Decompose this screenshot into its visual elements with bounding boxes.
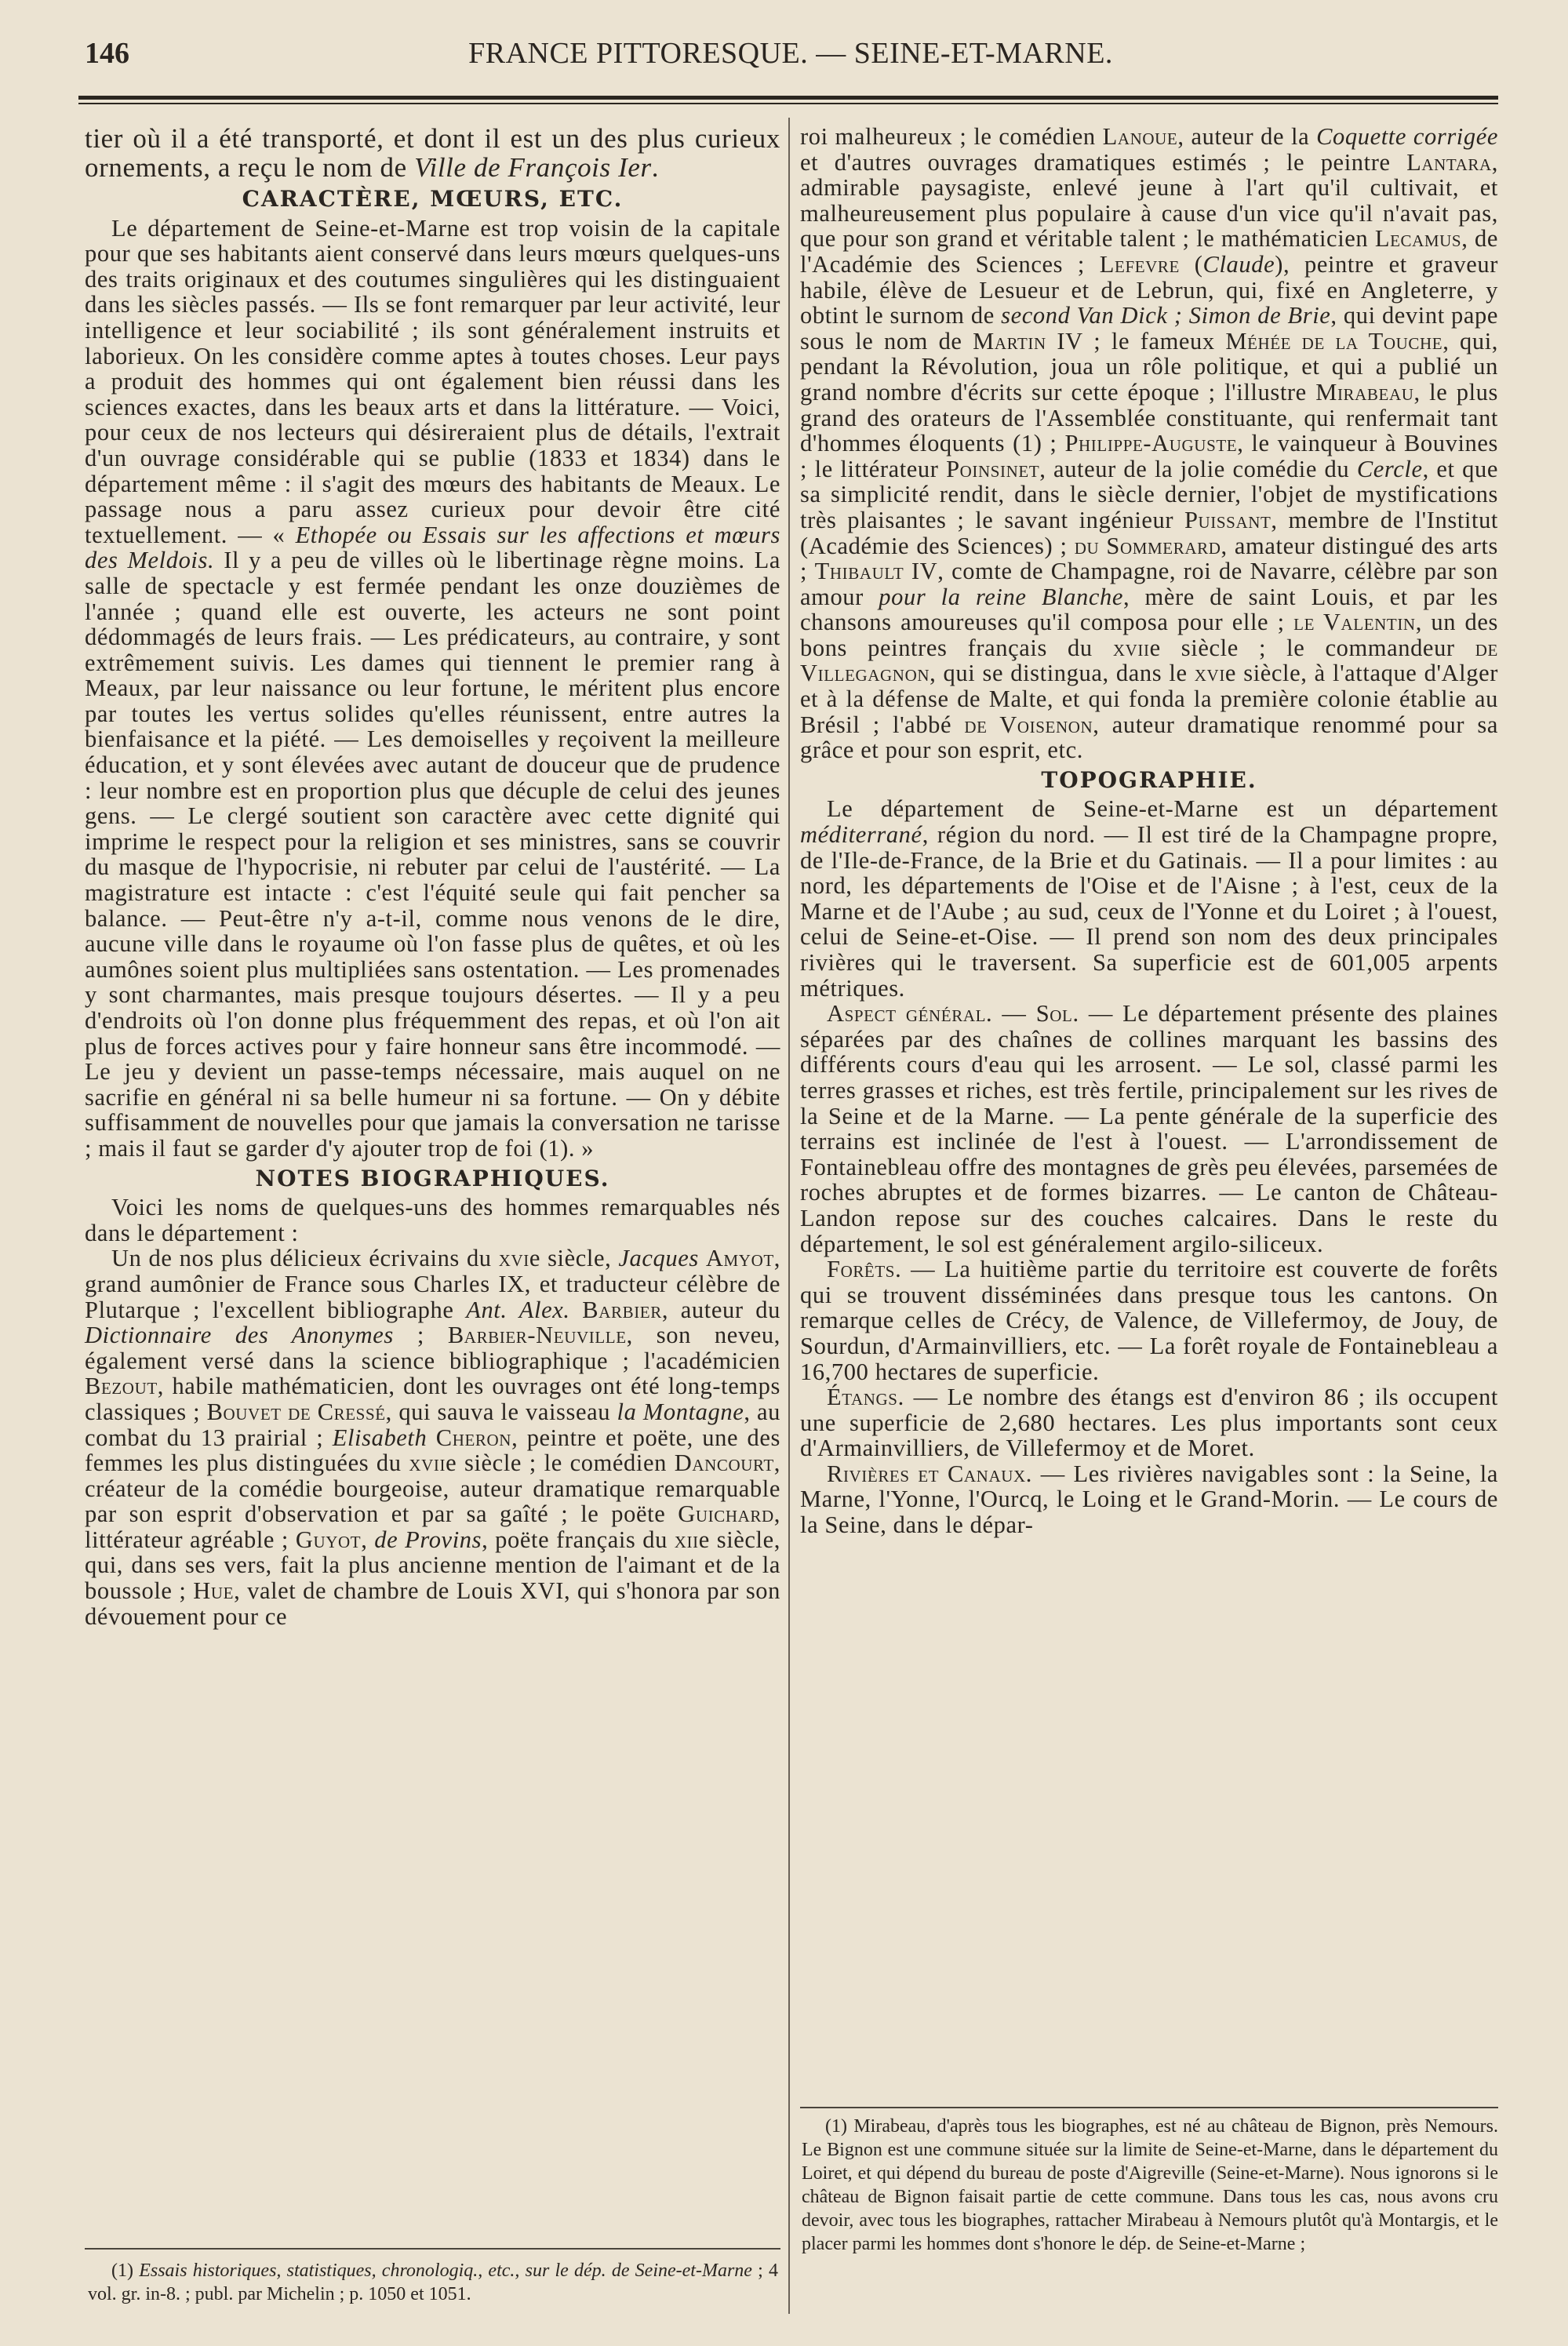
text-run: , membre de l'Institut (Académie des Sciences) ; [800,506,1498,559]
small-caps-text: Mirabeau [1315,378,1414,406]
italic-text: Claude [1202,250,1275,278]
text-run: , qui, pendant la Révolution, joua un rôle politique, et qui a publié un grand nombre d'écrits sur cette époque ; l'illustre [800,327,1499,406]
text-run: . — Le département présente des plaines séparées par des chaînes de collines marquant les bassins des différents cours d'eau qui les arrosent. — Le sol, classé parmi les terres grasses et riches, est très fertile, principalement sur les rives de la Seine et de la Marne. — La pente générale de la superficie des terrains est inclinée de l'est à l'ouest. — L'arrondissement de Fontainebleau offre des montagnes de grès peu élevées, parsemées de roches abruptes et de formes bizarres. — Le canton de Château-Landon repose sur des couches calcaires. Dans le reste du département, le sol est généralement argilo-siliceux. [800,1000,1498,1257]
italic-text: Jacques [618,1245,706,1272]
text-run: , auteur du [661,1296,780,1323]
text-run: Il y a peu de villes où le libertinage règne moins. La salle de spectacle y est fermée pendant les onze douzièmes de l'année ; quand elle est ouverte, les acteurs ne sont point dédommagés de leurs frais. — Les prédicateurs, au contraire, y sont extrêmement suivis. Les dames qui tiennent le premier rang à Meaux, par leur naissance ou leur fortune, le méritent plus encore par toutes les vertus solides qu'elles réunissent, entre autres la bienfaisance et la piété. — Les demoiselles y reçoivent la meilleure éducation, et y sont élevées avec autant de douceur que de prudence : leur nombre est en proportion plus que décuple de celui des jeunes gens. — Le clergé soutient son caractère avec cette dignité qui imprime le respect pour la religion et ses ministres, sans se couvrir du masque de l'hypocrisie, ni rebuter par celui de l'austérité. — La magistrature est intacte : c'est l'équité seule qui fait pencher sa balance. — Peut-être n'y a-t-il, comme nous venons de le dire, aucune ville dans le royaume où l'on fasse plus de quêtes, et où les aumônes soient plus multipliées sans ostentation. — Les promenades y sont charmantes, mais presque toujours désertes. — Il y a peu d'endroits où l'on donne plus fréquemment des repas, et où l'on ait plus de forces actives pour y faire honneur sans être incommodé. — Le jeu y devient un passe-temps nécessaire, mais auquel on ne sacrifie en général ni sa belle humeur ni sa fortune. — On y débite suffisamment de nouvelles pour que jamais la conversation ne tarisse ; mais il faut se garder d'y ajouter trop de foi (1). » [85,547,780,1162]
small-caps-text: Lantara [1406,148,1492,176]
italic-text: pour la reine Blanche [879,583,1123,610]
text-run: , amateur distingué des arts ; [800,532,1498,585]
text-run: , auteur de la jolie comédie du [1039,455,1357,482]
small-caps-text: Thibault IV [814,558,938,585]
small-caps-text: de Villegagnon [800,634,1498,687]
small-caps-text: Aspect général [827,1000,987,1028]
italic-text: Dictionnaire des Anonymes [85,1322,394,1349]
paragraph [85,1195,780,1246]
italic-text: Ant. Alex. [466,1296,583,1323]
small-caps-text: Lecamus [1374,225,1462,253]
small-caps-text: xvi [498,1245,529,1272]
text-run: , qui devint pape sous le nom de [800,302,1499,355]
text-run: , région du nord. — Il est tiré de la Champagne propre, de l'Ile-de-France, de la Brie et du Gatinais. — Il a pour limites : au nord, les départements de l'Oise et de l'Aisne ; à l'est, ceux de la Marne et de l'Aube ; au sud, ceux de l'Yonne et du Loiret ; à l'ouest, celui de Seine-et-Oise. — Il prend son nom des deux principales rivières qui le traversent. Sa superficie est de 601,005 arpents métriques. [800,821,1498,1002]
text-run: . [651,152,660,183]
text-run: ; 4 vol. gr. in-8. ; publ. par Michelin ; p. 1050 et 1051. [88,2261,779,2304]
text-run: Un de nos plus délicieux écrivains du [111,1245,499,1272]
text-run: , le plus grand des orateurs de l'Assemblée constituante, qui renfermait tant d'hommes éloquents (1) ; [800,378,1498,457]
text-run: , le vainqueur à Bouvines ; le littérateur [800,430,1499,482]
italic-text: la Montagne [617,1398,744,1425]
text-run: (1) [111,2261,140,2281]
text-run: , auteur de la [1177,123,1317,150]
small-caps-text: Cheron [435,1424,512,1451]
italic-text: Coquette corrigée [1316,123,1499,150]
column-divider [788,118,790,2314]
header-rule [78,96,1498,100]
text-run: , créateur de la comédie bourgeoise, auteur dramatique remarquable par son esprit d'observation et par sa gaîté ; le poëte [85,1449,781,1528]
text-run: , habile mathématicien, dont les ouvrages ont été long-temps classiques ; [85,1373,780,1425]
text-run: , grand aumônier de France sous Charles IX, et traducteur célèbre de Plutarque ; l'excellent bibliographe [85,1245,780,1323]
text-run: , qui se distingua, dans le [930,660,1195,687]
section-heading [800,768,1498,794]
small-caps-text: Guyot [295,1526,362,1553]
text-run: ; [393,1322,448,1349]
small-caps-text: Bouvet de Cressé [206,1398,386,1425]
small-caps-text: Philippe-Auguste [1064,430,1238,457]
text-run: , mère de saint Louis, et par les chansons amoureuses qu'il composa pour elle ; [800,583,1498,636]
text-run: . — Les rivières navigables sont : la Seine, la Marne, l'Yonne, l'Ourcq, le Loing et le Grand-Morin. — Le cours de la Seine, dans le dépar- [800,1460,1498,1539]
small-caps-text: Barbier-Neuville [447,1322,627,1349]
small-caps-text: Dancourt [674,1449,774,1477]
text-run: Le département de Seine-et-Marne est trop voisin de la capitale pour que ses habitants aient conservé dans leurs mœurs quelques-uns des traits originaux et des coutumes singulières qui les distinguaient dans les siècles passés. — Ils se font remarquer par leur activité, leur intelligence et leur sociabilité ; ils sont généralement instruits et laborieux. On les considère comme aptes à toutes choses. Leur pays a produit des hommes qui ont également bien réussi dans les sciences exactes, dans les beaux arts et dans la littérature. — Voici, pour ceux de nos lecteurs qui désireraient plus de détails, l'extrait d'un ouvrage considérable qui se publie (1833 et 1834) dans le département même : il s'agit des mœurs des habitants de Meaux. Le passage nous a paru assez curieux pour devoir être cité textuellement. — « [85,214,780,548]
paragraph [800,124,1498,763]
text-run: . — Le nombre des étangs est d'environ 86 ; ils occupent une superficie de 2,680 hectares. Les plus importants sont ceux d'Armainvilliers, de Villefermoy et de Moret. [800,1384,1498,1462]
text-run: e siècle, [529,1245,619,1272]
text-run: ( [1179,250,1203,278]
paragraph [85,216,780,1162]
small-caps-text: Barbier [582,1296,662,1323]
small-caps-text: Sol [1035,1000,1073,1028]
text-run: , un des bons peintres français du [800,609,1498,661]
italic-text: de Provins [374,1526,482,1553]
text-run: NOTES BIOGRAPHIQUES. [255,1165,610,1191]
small-caps-text: du Sommerard [1074,532,1221,559]
paragraph [800,1384,1498,1461]
footnote-rule-right [800,2107,1498,2108]
small-caps-text: Bezout [85,1373,158,1400]
footnote-text [88,2259,778,2306]
footnote-rule-left [85,2248,780,2250]
small-caps-text: le Valentin [1293,609,1416,636]
text-run: , au combat du 13 prairial ; [85,1398,780,1451]
text-run: ), peintre et graveur habile, élève de Lesueur et de Lebrun, qui, fixé en Angleterre, y obtint le surnom de [800,250,1498,329]
text-run: et d'autres ouvrages dramatiques estimés ; le peintre [800,148,1407,176]
small-caps-text: Amyot [705,1245,774,1272]
text-run: Voici les noms de quelques-uns des hommes remarquables nés dans le département : [85,1194,780,1246]
small-caps-text: Rivières et Canaux [827,1460,1026,1487]
text-run: roi malheureux ; le comédien [800,123,1103,150]
italic-text: Ville de François Ier [414,152,652,183]
small-caps-text: de Voisenon [964,711,1093,738]
footnote-right [802,2115,1498,2256]
italic-text: Ethopée ou Essais sur les affections et mœurs des Meldois. [85,521,780,574]
text-run: , littérateur agréable ; [85,1500,780,1553]
left-column [85,124,780,1629]
small-caps-text: Méhée de la Touche [1225,327,1443,355]
page-number: 146 [85,37,129,70]
paragraph [800,796,1498,1001]
section-heading [85,187,780,213]
text-run: e siècle, qui, dans ses vers, fait la plus ancienne mention de l'aimant et de la boussole ; [85,1526,780,1605]
small-caps-text: Puissant [1184,506,1271,533]
small-caps-text: Lanoue [1102,123,1178,150]
paragraph [85,124,780,182]
paragraph [800,1001,1498,1257]
small-caps-text: xii [674,1526,699,1553]
text-run: e siècle ; le commandeur [1149,634,1475,661]
text-run: (1) Mirabeau, d'après tous les biographes, est né au château de Bignon, près Nemours. Le Bignon est une commune située sur la limite de Seine-et-Marne, dans le département du Loiret, et qui dépend du bureau de poste d'Aigreville (Seine-et-Marne). Nous ignorons si le château de Bignon faisait partie de cette commune. Dans tous les cas, nous avons cru devoir, avec tous les biographes, rattacher Mirabeau à Nemours plutôt qu'à Montargis, et le placer parmi les hommes dont s'honore le dép. de Seine-et-Marne ; [802,2116,1498,2254]
page-header [85,31,1497,78]
text-run: . — La huitième partie du territoire est couverte de forêts qui se trouvent disséminées dans presque tous les cantons. On remarque celles de Crécy, de Valence, de Villefermoy, de Jouy, de Sourdun, d'Armainvilliers, etc. — La forêt royale de Fontainebleau a 16,700 hectares de superficie. [800,1256,1498,1385]
text-run: , et que sa simplicité rendit, dans le siècle dernier, l'objet de mystifications très plaisantes ; le savant ingénieur [800,455,1498,533]
text-run: tier où il a été transporté, et dont il est un des plus curieux ornements, a reçu le nom de [85,123,780,183]
text-run: , [361,1526,375,1553]
small-caps-text: Guichard [678,1500,774,1528]
paragraph [800,1257,1498,1384]
text-run: , peintre et poëte, une des femmes les plus distinguées du [85,1424,780,1477]
small-caps-text: Lefevre [1099,250,1180,278]
italic-text: méditerrané [800,821,922,849]
small-caps-text: Hue [193,1577,235,1605]
text-run: , auteur dramatique renommé pour sa grâce et pour son esprit, etc. [800,711,1498,764]
text-run: , admirable paysagiste, enlevé jeune à l'art qu'il cultivait, et malheureusement plus populaire à cause d'un vice qu'il n'avait pas, que pour son grand et véritable talent ; le mathématicien [800,148,1498,253]
footnote-text [802,2115,1498,2256]
italic-text: Cercle [1356,455,1423,482]
text-run: e siècle ; le comédien [446,1449,675,1477]
small-caps-text: xvi [1194,660,1225,687]
text-run: Le département de Seine-et-Marne est un département [827,795,1498,823]
text-run: , valet de chambre de Louis XVI, qui s'honora par son dévouement pour ce [85,1577,780,1630]
text-run: e siècle, à l'attaque d'Alger et à la défense de Malte, et qui fonda la première colonie établie au Brésil ; l'abbé [800,660,1499,738]
footnote-left [88,2259,778,2306]
header-rule-thin [78,103,1498,104]
running-title: FRANCE PITTORESQUE. — SEINE-ET-MARNE. [468,37,1113,70]
italic-text: Elisabeth [332,1424,436,1451]
italic-text: second Van Dick ; Simon de Brie [1001,302,1331,329]
text-run: ; le fameux [1082,327,1226,355]
right-column [800,124,1498,1538]
paragraph [85,1246,780,1629]
small-caps-text: Étangs [827,1384,898,1411]
text-run: CARACTÈRE, MŒURS, ETC. [242,186,624,212]
italic-text: Essais historiques, statistiques, chronologiq., etc., sur le dép. de Seine-et-Marne [139,2261,752,2281]
text-run: , son neveu, également versé dans la science bibliographique ; l'académicien [85,1322,780,1374]
small-caps-text: Poinsinet [946,455,1040,482]
small-caps-text: Forêts [827,1256,896,1283]
text-run: TOPOGRAPHIE. [1041,766,1257,793]
small-caps-text: xvii [1112,634,1150,661]
section-heading [85,1166,780,1192]
text-run: , qui sauva le vaisseau [385,1398,617,1425]
text-run: , comte de Champagne, roi de Navarre, célèbre par son amour [800,558,1498,610]
text-run: , de l'Académie des Sciences ; [800,225,1498,278]
text-run: , poëte français du [482,1526,675,1553]
small-caps-text: xvii [409,1449,446,1477]
paragraph [800,1461,1498,1538]
text-run: . — [986,1000,1036,1028]
small-caps-text: Martin IV [973,327,1083,355]
